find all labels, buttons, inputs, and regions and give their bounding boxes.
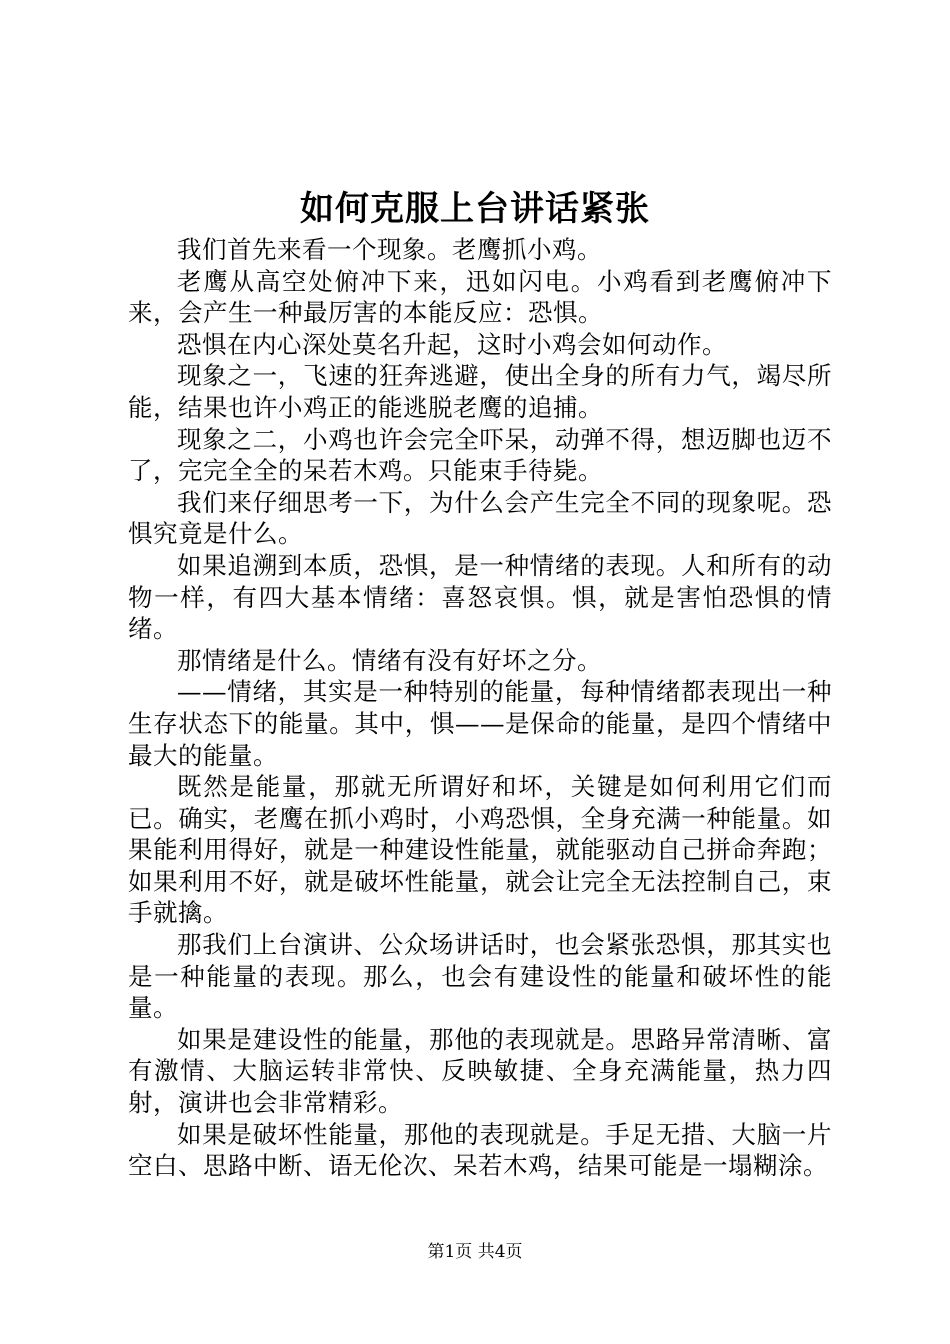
paragraph: 那我们上台演讲、公众场讲话时，也会紧张恐惧，那其实也是一种能量的表现。那么，也会有建设性的能量和破坏性的能量。 — [128, 930, 832, 1023]
paragraph: ——情绪，其实是一种特别的能量，每种情绪都表现出一种生存状态下的能量。其中，惧——是保命的能量，是四个情绪中最大的能量。 — [128, 677, 832, 770]
paragraph: 我们来仔细思考一下，为什么会产生完全不同的现象呢。恐惧究竟是什么。 — [128, 487, 832, 549]
paragraph: 如果是建设性的能量，那他的表现就是。思路异常清晰、富有激情、大脑运转非常快、反映敏捷、全身充满能量，热力四射，演讲也会非常精彩。 — [128, 1024, 832, 1118]
document-title: 如何克服上台讲话紧张 — [300, 189, 650, 229]
paragraph: 我们首先来看一个现象。老鹰抓小鸡。 — [177, 235, 602, 264]
document-body — [128, 234, 832, 1182]
paragraph: 现象之二，小鸡也许会完全吓呆，动弹不得，想迈脚也迈不了，完完全全的呆若木鸡。只能束手待毙。 — [128, 424, 832, 486]
paragraph: 既然是能量，那就无所谓好和坏，关键是如何利用它们而已。确实，老鹰在抓小鸡时，小鸡恐惧，全身充满一种能量。如果能利用得好，就是一种建设性能量，就能驱动自己拼命奔跑；如果利用不好，就是破坏性能量，就会让完全无法控制自己，束手就擒。 — [128, 772, 832, 928]
paragraph: 恐惧在内心深处莫名升起，这时小鸡会如何动作。 — [177, 329, 727, 359]
page-number-footer: 第1页 共4页 — [427, 1242, 523, 1262]
paragraph: 那情绪是什么。情绪有没有好坏之分。 — [177, 645, 602, 675]
paragraph: 如果追溯到本质，恐惧，是一种情绪的表现。人和所有的动物一样，有四大基本情绪：喜怒哀惧。惧，就是害怕恐惧的情绪。 — [128, 550, 832, 644]
paragraph: 老鹰从高空处俯冲下来，迅如闪电。小鸡看到老鹰俯冲下来，会产生一种最厉害的本能反应：恐惧。 — [128, 266, 832, 328]
paragraph: 现象之一，飞速的狂奔逃避，使出全身的所有力气，竭尽所能，结果也许小鸡正的能逃脱老鹰的追捕。 — [128, 361, 832, 422]
paragraph: 如果是破坏性能量，那他的表现就是。手足无措、大脑一片空白、思路中断、语无伦次、呆若木鸡，结果可能是一塌糊涂。 — [128, 1119, 832, 1181]
